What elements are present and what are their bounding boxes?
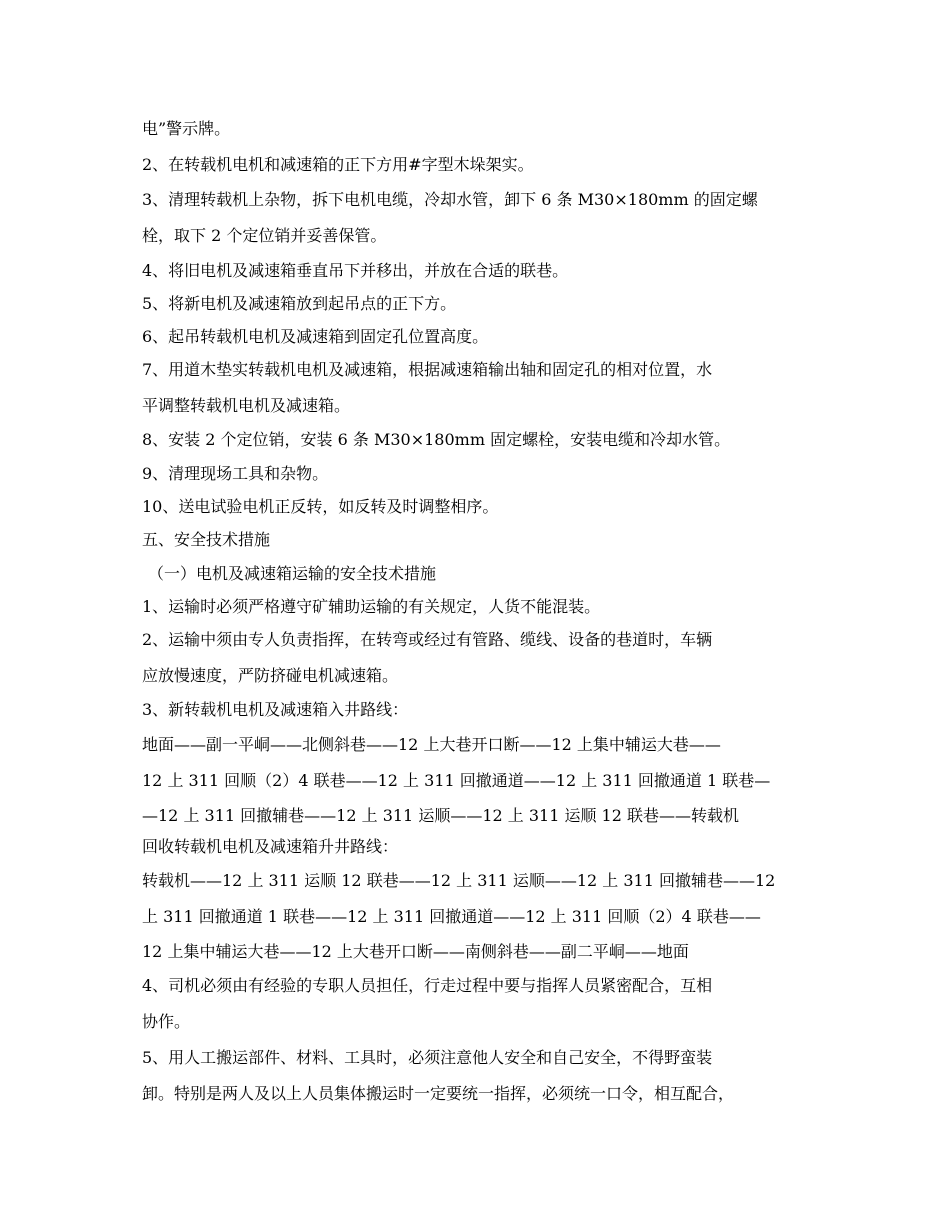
route-line: 12 上 311 回顺（2）4 联巷——12 上 311 回撤通道——12 上 311 回撤通道 1 联巷— (142, 771, 771, 790)
text-line: 10、送电试验电机正反转，如反转及时调整相序。 (142, 497, 499, 516)
text-line: 协作。 (142, 1012, 191, 1031)
text-line: 5、将新电机及减速箱放到起吊点的正下方。 (142, 294, 457, 313)
text-line: 电”警示牌。 (142, 119, 231, 138)
text-line: 平调整转载机电机及减速箱。 (142, 396, 351, 415)
route-line: 12 上集中辅运大巷——12 上大巷开口断——南侧斜巷——副二平峒——地面 (142, 942, 689, 961)
route-line: —12 上 311 回撤辅巷——12 上 311 运顺——12 上 311 运顺 12 联巷——转载机 (142, 806, 740, 825)
text-line: 3、新转载机电机及减速箱入井路线： (142, 700, 409, 719)
text-line: 3、清理转载机上杂物，拆下电机电缆，冷却水管，卸下 6 条 M30×180mm 的固定螺 (142, 190, 758, 209)
text-line: 卸。特别是两人及以上人员集体搬运时一定要统一指挥，必须统一口令，相互配合， (142, 1084, 735, 1103)
text-line: 8、安装 2 个定位销，安装 6 条 M30×180mm 固定螺栓，安装电缆和冷却水管。 (142, 430, 731, 449)
text-line: 4、将旧电机及减速箱垂直吊下并移出，并放在合适的联巷。 (142, 261, 569, 280)
text-line: 回收转载机电机及减速箱升井路线： (142, 837, 399, 856)
text-line: 2、运输中须由专人负责指挥，在转弯或经过有管路、缆线、设备的巷道时，车辆 (142, 630, 713, 649)
text-line: 9、清理现场工具和杂物。 (142, 464, 329, 483)
text-line: 应放慢速度，严防挤碰电机减速箱。 (142, 666, 399, 685)
text-line: 栓，取下 2 个定位销并妥善保管。 (142, 226, 387, 245)
text-line: 1、运输时必须严格遵守矿辅助运输的有关规定，人货不能混装。 (142, 597, 601, 616)
text-line: 4、司机必须由有经验的专职人员担任，行走过程中要与指挥人员紧密配合，互相 (142, 976, 713, 995)
route-line: 转载机——12 上 311 运顺 12 联巷——12 上 311 运顺——12 上 311 回撤辅巷——12 (142, 871, 776, 890)
text-line: 5、用人工搬运部件、材料、工具时，必须注意他人安全和自己安全，不得野蛮装 (142, 1048, 713, 1067)
text-line: 6、起吊转载机电机及减速箱到固定孔位置高度。 (142, 327, 489, 346)
text-line: 7、用道木垫实转载机电机及减速箱，根据减速箱输出轴和固定孔的相对位置，水 (142, 360, 713, 379)
subsection-heading: （一）电机及减速箱运输的安全技术措施 (148, 564, 437, 583)
section-heading: 五、安全技术措施 (142, 530, 271, 549)
route-line: 地面——副一平峒——北侧斜巷——12 上大巷开口断——12 上集中辅运大巷—— (142, 735, 721, 754)
text-line: 2、在转载机电机和减速箱的正下方用#字型木垛架实。 (142, 155, 534, 174)
route-line: 上 311 回撤通道 1 联巷——12 上 311 回撤通道——12 上 311 回顺（2）4 联巷—— (142, 907, 761, 926)
